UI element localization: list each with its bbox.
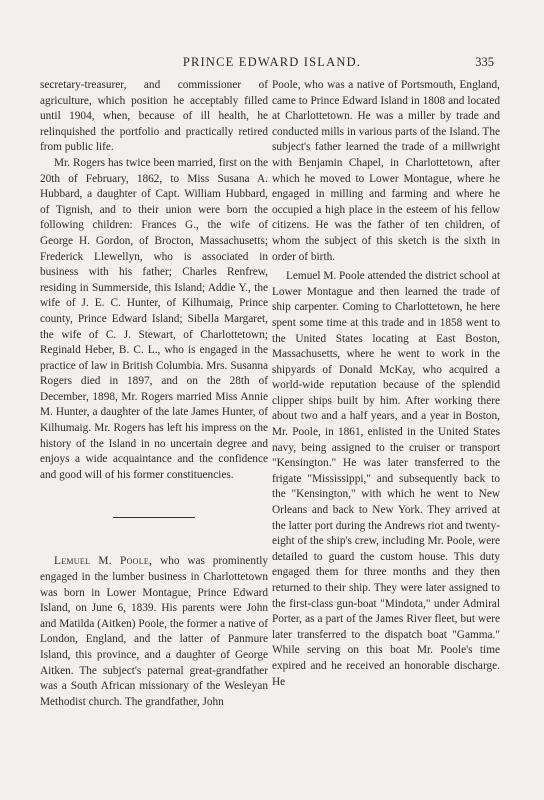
- right-column: [272, 78, 500, 690]
- paragraph-poole-intro-text: who was prominently engaged in the lumber business in Charlottetown was born in Lower Montague, Prince Edward Island, on June 6, 1839. His parents were John and Matilda (Aitken) Poole, the former a native of London, England, and the latter of Panmure Island, this province, and a daughter of George Aitken. The subject's paternal great-grandfather was a South African missionary of the Wesleyan Methodist church. The grandfather, John: [40, 555, 268, 708]
- paragraph-poole-ancestry: Poole, who was a native of Portsmouth, England, came to Prince Edward Island in 1808 and located at Charlottetown. He was a miller by trade and conducted mills in various parts of the Island. The subject's father learned the trade of a millwright with Benjamin Chapel, in Charlottetown, after which he moved to Lower Montague, where he engaged in milling and farming and where he occupied a high place in the esteem of his fellow citizens. He was the father of ten children, of whom the subject of this sketch is the sixth in order of birth.: [272, 79, 500, 263]
- paragraph-rogers-family: Mr. Rogers has twice been married, first on the 20th of February, 1862, to Miss Susana A. Hubbard, a daughter of Capt. William Hubbard, of Tignish, and to their union were born the following children: Frances G., the wife of George H. Gordon, of Brocton, Massachusetts; Frederick Llewellyn, who is associated in business with his father; Charles Renfrew, residing in Summerside, this Island; Addie Y., the wife of J. E. C. Hunter, of Kilhumaig, Prince county, Prince Edward Island; Sibella Margaret, the wife of C. J. Stewart, of Charlottetown; Reginald Heber, B. C. L., who is engaged in the practice of law in British Columbia. Mrs. Susanna Rogers died in 1897, and on the 28th of December, 1898, Mr. Rogers married Miss Annie M. Hunter, a daughter of the late James Hunter, of Kilhumaig. Mr. Rogers has left his impress on the history of the Island in no uncertain degree and enjoys a wide acquaintance and the confidence and good will of his former constituencies.: [40, 156, 268, 481]
- paragraph-rogers-career: secretary-treasurer, and commissioner of agriculture, which position he acceptably filled until 1904, when, because of ill health, he relinquished the portfolio and practically retired from public life.: [40, 79, 268, 154]
- section-divider: [113, 517, 195, 518]
- paragraph-poole-career: Lemuel M. Poole attended the district school at Lower Montague and then learned the trade of ship carpenter. Coming to Charlottetown, he here spent some time at this trade and in 1858 went to the United States locating at East Boston, Massachusetts, where he went to work in the shipyards of Donald McKay, who acquired a world-wide reputation because of the splendid clipper ships built by him. After working there about two and a half years, and a year in Boston, Mr. Poole, in 1861, enlisted in the United States navy, being assigned to the cruiser or transport "Kensington." He was later transferred to the frigate "Mississippi," and subsequently back to the "Kensington," with which he went to New Orleans and back to New York. They arrived at the latter port during the Andrews riot and twenty-eight of the ship's crew, including Mr. Poole, were detailed to guard the custom house. This duty engaged them for three months and they then returned to their ship. They were later assigned to the first-class gun-boat "Mindota," under Admiral Porter, as a part of the James River fleet, but were later transferred to the dispatch boat "Gamma." While serving on this boat Mr. Poole's time expired and he received an honorable discharge. He: [272, 270, 500, 688]
- left-column: [40, 78, 268, 710]
- subject-name: Lemuel M. Poole,: [54, 555, 153, 568]
- running-header: PRINCE EDWARD ISLAND.: [182, 55, 362, 69]
- paragraph-poole-intro: [40, 554, 268, 710]
- page-number: 335: [475, 55, 494, 69]
